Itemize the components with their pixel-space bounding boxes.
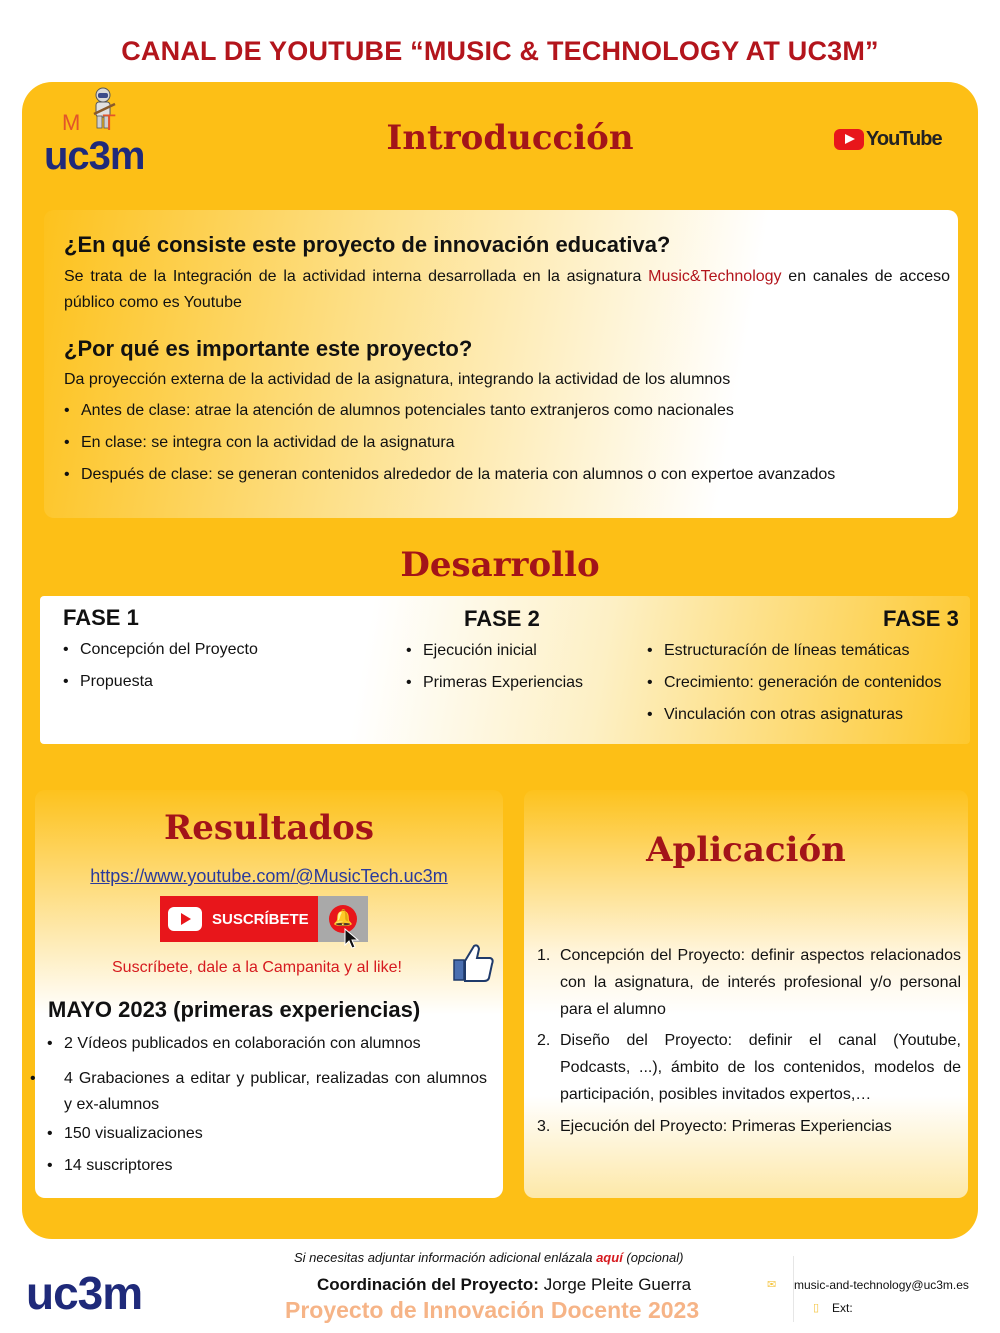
fase-1-item: • Concepción del Proyecto [63,640,258,660]
intro-heading: Introducción [386,118,634,158]
footer-note-text-end: (opcional) [622,1250,684,1265]
subscribe-label: SUSCRÍBETE [212,910,309,928]
intro-question-1: ¿En qué consiste este proyecto de innovación educativa? [64,232,671,257]
result-bullet: • 2 Vídeos publicados en colaboración con alumnos [47,1034,421,1054]
fase-2-item: • Ejecución inicial [406,641,537,661]
mayo-heading: MAYO 2023 (primeras experiencias) [48,997,421,1022]
intro-bullet: • En clase: se integra con la actividad de la asignatura [64,433,455,453]
aplicacion-heading: Aplicación [646,830,846,870]
fase-1-title: FASE 1 [63,605,139,630]
intro-question-2: ¿Por qué es importante este proyecto? [64,336,473,361]
youtube-play-icon [168,907,202,931]
poster-title: CANAL DE YOUTUBE “MUSIC & TECHNOLOGY AT UC3M” [121,36,879,66]
item-number: 1. [537,947,551,964]
logo-uc3m-text: uc3m [44,134,145,178]
aplicacion-item [537,1113,961,1140]
intro-bullet: • Después de clase: se generan contenidos alrededor de la materia con alumnos o con expertoe avanzados [64,465,835,485]
subscribe-red-part[interactable] [160,896,318,942]
youtube-play-icon [834,129,864,150]
coordination-line [317,1275,691,1295]
fase-3-item: • Crecimiento: generación de contenidos [647,673,942,693]
resultados-heading: Resultados [164,808,374,848]
fase-3-item: • Vinculación con otras asignaturas [647,705,903,725]
project-label: Proyecto de Innovación Docente 2023 [285,1297,700,1323]
intro-p1-text: Se trata de la Integración de la actividad interna desarrollada en la asignatura [64,268,649,285]
aplicacion-item [537,942,961,1023]
intro-box [44,210,958,518]
subject-name: Music&Technology [648,268,782,285]
youtube-logo-text: YouTube [866,128,942,150]
logo-mt-letters: MT [62,110,138,135]
aplicacion-item [537,1027,961,1108]
footer-note [294,1250,684,1265]
resultados-box [35,790,503,1198]
aplicacion-item-text: Ejecución del Proyecto: Primeras Experiencias [560,1118,892,1135]
desarrollo-heading: Desarrollo [400,545,600,585]
coordinator-name: Jorge Pleite Guerra [538,1275,692,1294]
contact-email[interactable]: music-and-technology@uc3m.es [794,1278,969,1292]
item-number: 3. [537,1118,551,1135]
bell-icon: 🔔 [329,905,357,933]
subscribe-call-to-action: Suscríbete, dale a la Campanita y al like! [112,959,402,976]
fase-3-title: FASE 3 [883,606,959,631]
youtube-logo [834,128,942,151]
fase-3-item: • Estructuracíón de líneas temáticas [647,641,909,661]
bell-button[interactable] [318,896,368,942]
aplicacion-item-text: Diseño del Proyecto: definir el canal (Youtube, Podcasts, ...), ámbito de los contenidos, modelos de participación, posibles invitados expertos,… [560,1032,961,1103]
uc3m-logo: uc3m [26,1267,143,1319]
footer-note-text: Si necesitas adjuntar información adicional enlázala [294,1250,597,1265]
thumbs-up-icon [452,942,496,984]
item-number: 2. [537,1032,551,1049]
intro-p1-text-end: en canales de acceso público como es Youtube [64,268,950,311]
intro-paragraph-2: Da proyección externa de la actividad de la asignatura, integrando la actividad de los alumnos [64,371,731,388]
fase-2-title: FASE 2 [464,606,540,631]
coordination-label: Coordinación del Proyecto: [317,1275,539,1294]
footer-note-link[interactable]: aquí [596,1250,623,1265]
result-bullet: • 14 suscriptores [47,1156,173,1176]
fase-1-item: • Propuesta [63,672,153,692]
aplicacion-item-text: Concepción del Proyecto: definir aspectos relacionados con la asignatura, de interés profesional y/o personal para el alumno [560,947,961,1018]
cursor-icon [344,928,360,950]
phone-icon: ▯ [813,1302,820,1314]
intro-paragraph-1 [64,264,950,316]
result-bullet: • 150 visualizaciones [47,1124,203,1144]
contact-ext: Ext: [832,1301,853,1315]
desarrollo-box [40,596,970,744]
result-bullet: • 4 Grabaciones a editar y publicar, realizadas con alumnos y ex-alumnos [47,1066,487,1118]
fase-2-item: • Primeras Experiencias [406,673,583,693]
email-icon: ✉ [767,1279,777,1291]
intro-bullet: • Antes de clase: atrae la atención de alumnos potenciales tanto extranjeros como nacionales [64,401,734,421]
subscribe-button[interactable] [160,896,368,942]
youtube-channel-link[interactable]: https://www.youtube.com/@MusicTech.uc3m [90,866,448,886]
